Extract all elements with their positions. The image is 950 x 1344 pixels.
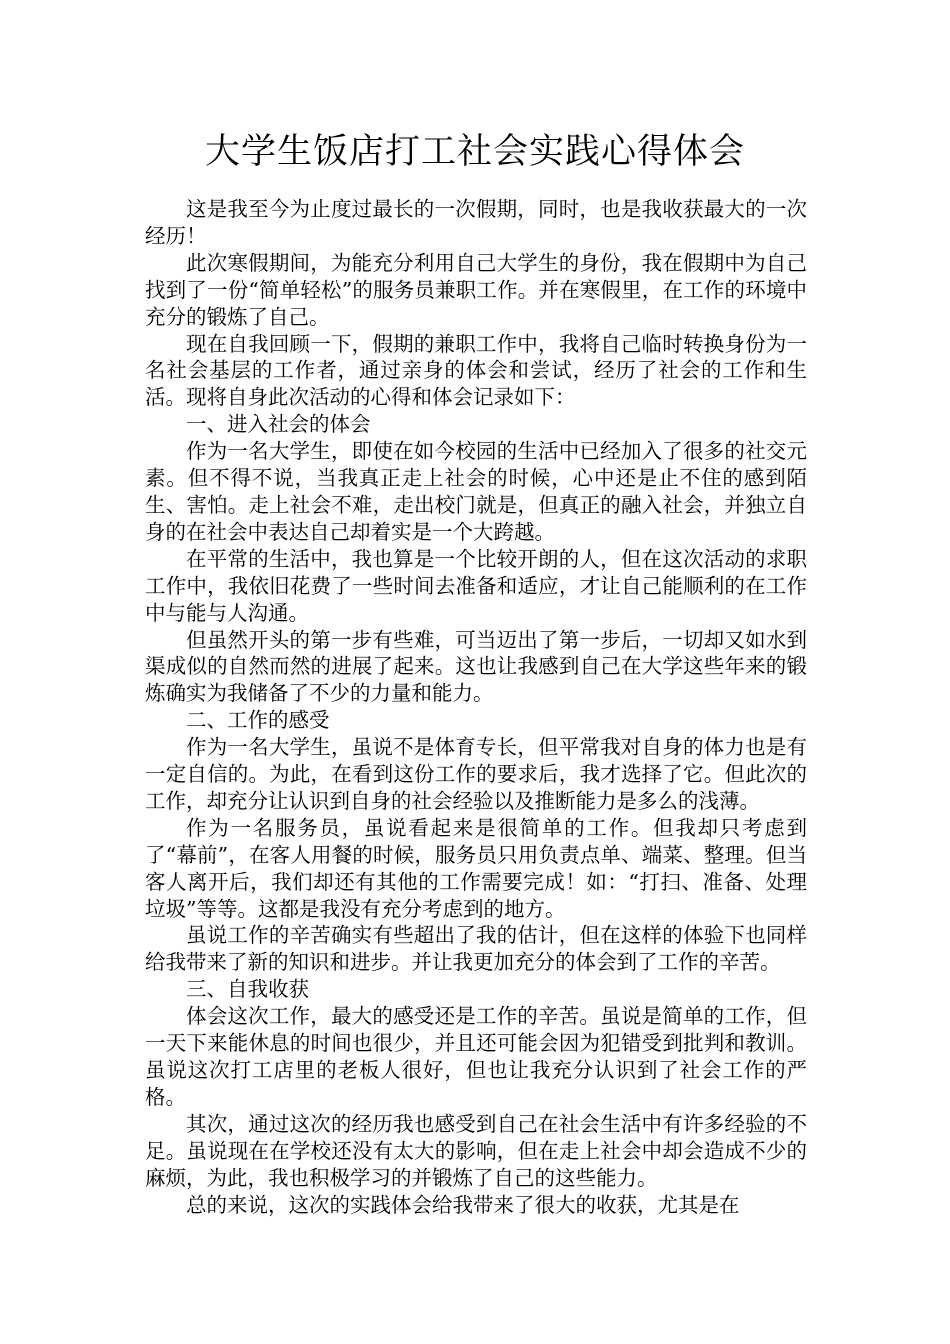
paragraph: 作为一名大学生，虽说不是体育专长，但平常我对自身的体力也是有一定自信的。为此，在看到这份工作的要求后，我才选择了它。但此次的工作，却充分让认识到自身的社会经验以及推断能力是多么的浅薄。 [145,735,807,813]
section-heading: 一、进入社会的体会 [186,412,371,437]
paragraph: 虽说工作的辛苦确实有些超出了我的估计，但在这样的体验下也同样给我带来了新的知识和进步。并让我更加充分的体会到了工作的辛苦。 [145,923,807,975]
paragraph: 此次寒假期间，为能充分利用自己大学生的身份，我在假期中为自己找到了一份“简单轻松”的服务员兼职工作。并在寒假里，在工作的环境中充分的锻炼了自己。 [145,250,807,329]
section-heading: 二、工作的感受 [186,708,330,733]
paragraph: 在平常的生活中，我也算是一个比较开朗的人，但在这次活动的求职工作中，我依旧花费了一些时间去准备和适应，才让自己能顺利的在工作中与能与人沟通。 [145,546,807,625]
paragraph: 作为一名大学生，即使在如今校园的生活中已经加入了很多的社交元素。但不得不说，当我真正走上社会的时候，心中还是止不住的感到陌生、害怕。走上社会不难，走出校门就是，但真正的融入社会，并独立自身的在社会中表达自己却着实是一个大跨越。 [145,439,807,544]
paragraph: 但虽然开头的第一步有些难，可当迈出了第一步后，一切却又如水到渠成似的自然而然的进展了起来。这也让我感到自己在大学这些年来的锻炼确实为我储备了不少的力量和能力。 [145,627,807,706]
paragraph: 作为一名服务员，虽说看起来是很简单的工作。但我却只考虑到了“幕前”，在客人用餐的时候，服务员只用负责点单、端菜、整理。但当客人离开后，我们却还有其他的工作需要完成！如：“打扫、准备、处理垃圾”等等。这都是我没有充分考虑到的地方。 [145,815,807,921]
paragraph: 体会这次工作，最大的感受还是工作的辛苦。虽说是简单的工作，但一天下来能休息的时间也很少，并且还可能会因为犯错受到批判和教训。虽说这次打工店里的老板人很好，但也让我充分认识到了社会工作的严格。 [145,1004,807,1109]
paragraph: 现在自我回顾一下，假期的兼职工作中，我将自己临时转换身份为一名社会基层的工作者，通过亲身的体会和尝试，经历了社会的工作和生活。现将自身此次活动的心得和体会记录如下： [145,331,807,410]
paragraph: 其次，通过这次的经历我也感受到自己在社会生活中有许多经验的不足。虽说现在在学校还没有太大的影响，但在走上社会中却会造成不少的麻烦，为此，我也积极学习的并锻炼了自己的这些能力。 [145,1111,807,1190]
paragraph: 这是我至今为止度过最长的一次假期，同时，也是我收获最大的一次经历！ [145,197,807,248]
paragraph: 总的来说，这次的实践体会给我带来了很大的收获，尤其是在 [186,1192,740,1217]
section-heading: 三、自我收获 [186,977,309,1002]
document-title: 大学生饭店打工社会实践心得体会 [204,132,745,172]
document-body [145,196,807,1218]
